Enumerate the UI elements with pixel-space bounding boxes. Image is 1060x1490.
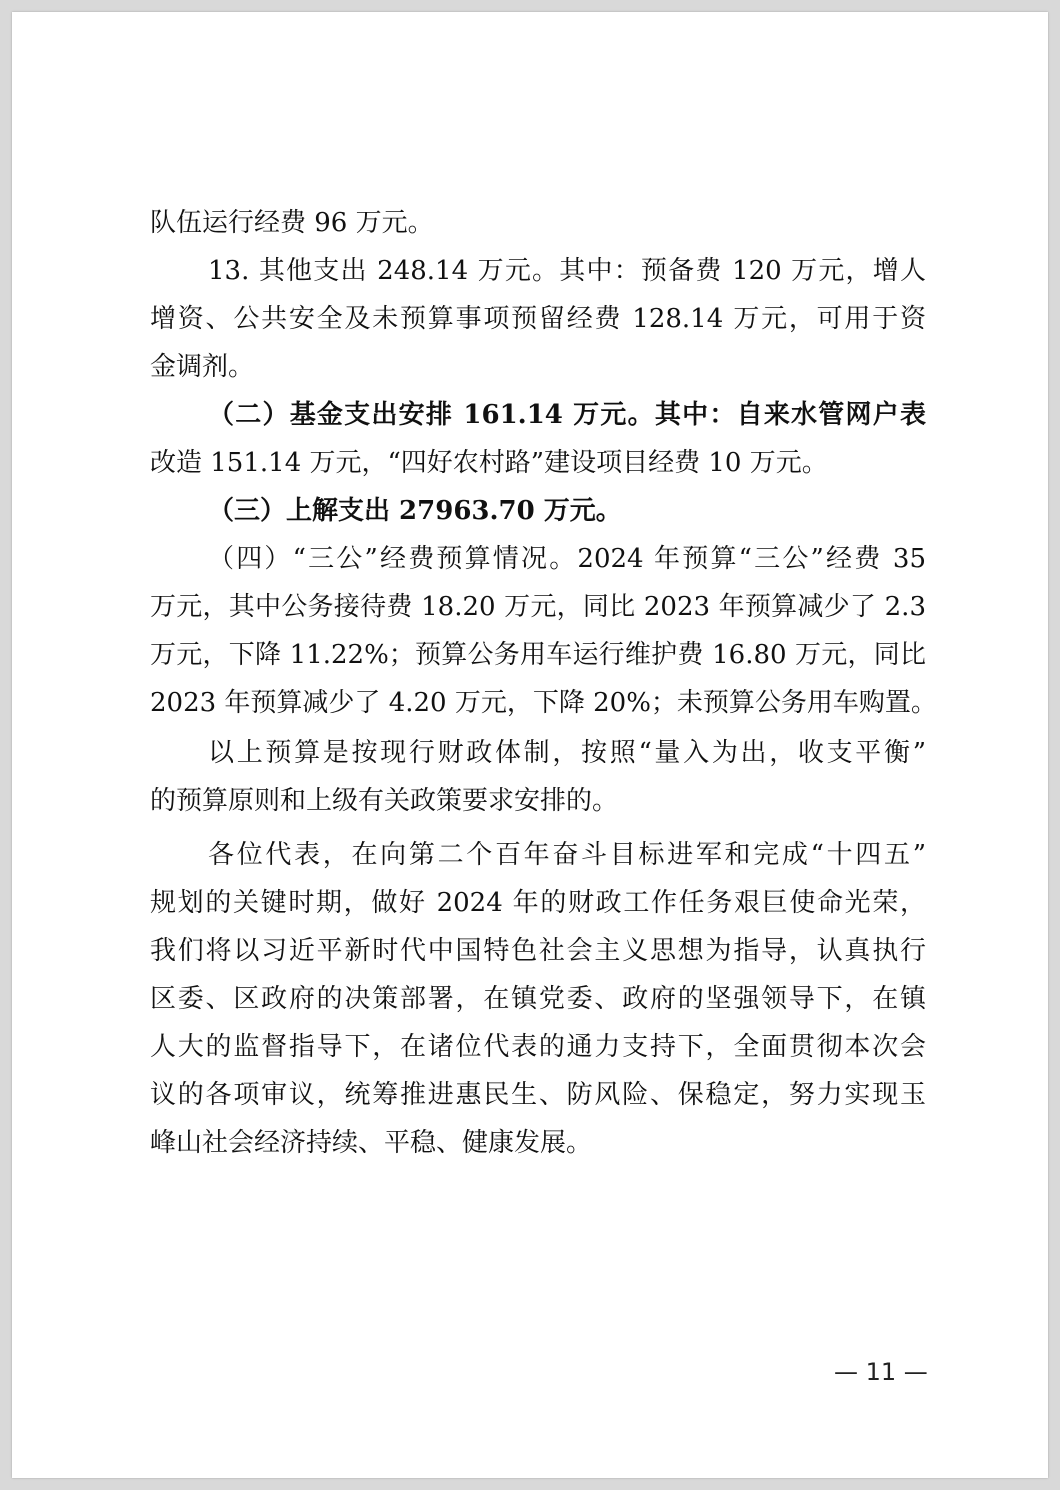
text-line: 人大的监督指导下，在诸位代表的通力支持下，全面贯彻本次会 bbox=[150, 1032, 926, 1062]
text-line: 以上预算是按现行财政体制，按照“量入为出，收支平衡” bbox=[208, 738, 926, 768]
text-line: 改造 151.14 万元，“四好农村路”建设项目经费 10 万元。 bbox=[150, 448, 828, 478]
text-line: （二）基金支出安排 161.14 万元。其中：自来水管网户表 bbox=[208, 400, 926, 430]
text-line: 13. 其他支出 248.14 万元。其中：预备费 120 万元，增人 bbox=[208, 256, 926, 286]
text-line: （四）“三公”经费预算情况。2024 年预算“三公”经费 35 bbox=[208, 544, 926, 574]
text-line: 区委、区政府的决策部署，在镇党委、政府的坚强领导下，在镇 bbox=[150, 984, 926, 1014]
text-line: 峰山社会经济持续、平稳、健康发展。 bbox=[150, 1128, 593, 1158]
text-line: 万元，其中公务接待费 18.20 万元，同比 2023 年预算减少了 2.3 bbox=[150, 592, 926, 622]
text-line: 各位代表，在向第二个百年奋斗目标进军和完成“十四五” bbox=[208, 840, 926, 870]
page-number: — 11 — bbox=[834, 1358, 928, 1386]
text-line: 队伍运行经费 96 万元。 bbox=[150, 208, 434, 238]
text-line: 2023 年预算减少了 4.20 万元，下降 20%；未预算公务用车购置。 bbox=[150, 688, 937, 718]
text-line: 规划的关键时期，做好 2024 年的财政工作任务艰巨使命光荣， bbox=[150, 888, 926, 918]
text-line: 议的各项审议，统筹推进惠民生、防风险、保稳定，努力实现玉 bbox=[150, 1080, 926, 1110]
text-line: 我们将以习近平新时代中国特色社会主义思想为指导，认真执行 bbox=[150, 936, 926, 966]
text-line: 的预算原则和上级有关政策要求安排的。 bbox=[150, 786, 619, 816]
document-page bbox=[12, 12, 1048, 1478]
text-line: 金调剂。 bbox=[150, 352, 255, 382]
text-line: （三）上解支出 27963.70 万元。 bbox=[208, 496, 622, 526]
text-line: 万元，下降 11.22%；预算公务用车运行维护费 16.80 万元，同比 bbox=[150, 640, 926, 670]
text-line: 增资、公共安全及未预算事项预留经费 128.14 万元，可用于资 bbox=[150, 304, 926, 334]
